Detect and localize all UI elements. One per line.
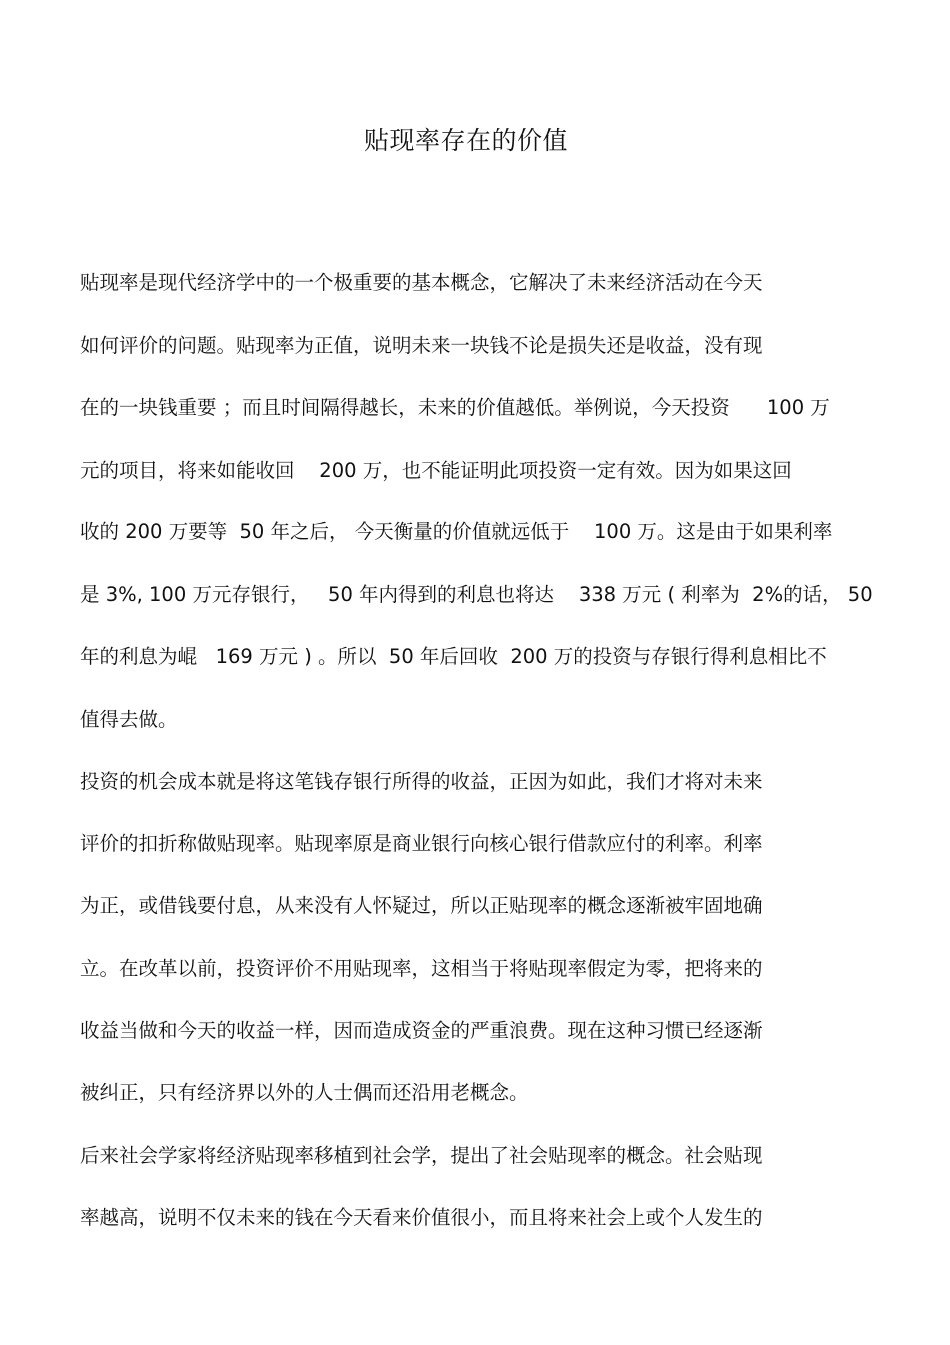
text-line: 值得去做。 [80, 708, 178, 731]
document-title: 贴现率存在的价值 [363, 126, 568, 155]
text-line: 贴现率是现代经济学中的一个极重要的基本概念，它解决了未来经济活动在今天 [80, 271, 763, 294]
text-line: 年的利息为崐 169 万元 ) 。所以 50 年后回收 200 万的投资与存银行得利息相比不 [80, 645, 827, 668]
text-line: 在的一块钱重要 ；而且时间隔得越长，未来的价值越低。举例说，今天投资 100 万 [80, 396, 830, 419]
text-line: 评价的扣折称做贴现率。贴现率原是商业银行向核心银行借款应付的利率。利率 [80, 832, 763, 855]
text-line: 后来社会学家将经济贴现率移植到社会学，提出了社会贴现率的概念。社会贴现 [80, 1144, 763, 1167]
text-line: 投资的机会成本就是将这笔钱存银行所得的收益，正因为如此，我们才将对未来 [80, 770, 763, 793]
text-line: 收益当做和今天的收益一样，因而造成资金的严重浪费。现在这种习惯已经逐渐 [80, 1019, 763, 1042]
text-line: 是 3%, 100 万元存银行， 50 年内得到的利息也将达 338 万元 ( 利率为 2%的话， 50 [80, 583, 873, 606]
text-line: 立。在改革以前，投资评价不用贴现率，这相当于将贴现率假定为零，把将来的 [80, 957, 763, 980]
text-line: 率越高，说明不仅未来的钱在今天看来价值很小，而且将来社会上或个人发生的 [80, 1206, 763, 1229]
text-line: 如何评价的问题。贴现率为正值，说明未来一块钱不论是损失还是收益，没有现 [80, 334, 763, 357]
text-line: 收的 200 万要等 50 年之后， 今天衡量的价值就远低于 100 万。这是由于如果利率 [80, 520, 833, 543]
text-line: 被纠正，只有经济界以外的人士偶而还沿用老概念。 [80, 1081, 529, 1104]
text-line: 元的项目，将来如能收回 200 万，也不能证明此项投资一定有效。因为如果这回 [80, 459, 792, 482]
text-line: 为正，或借钱要付息，从来没有人怀疑过，所以正贴现率的概念逐渐被牢固地确 [80, 894, 763, 917]
